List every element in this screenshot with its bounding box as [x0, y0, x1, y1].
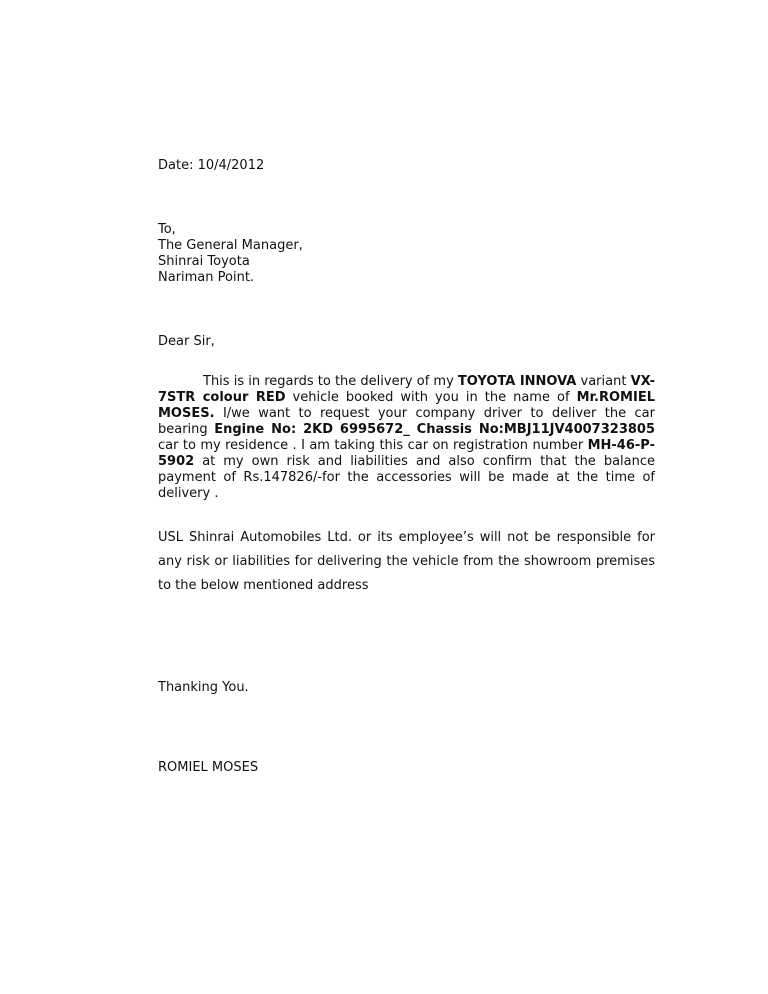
- registration-number: MH-46-P-5902: [158, 438, 655, 469]
- para-text: I/we want to request your company driver to deliver the car bearing: [158, 406, 655, 437]
- recipient-address: [158, 222, 655, 286]
- car-variant: VX- 7STR colour RED: [158, 374, 655, 405]
- closing: Thanking You.: [158, 680, 249, 695]
- address-line: The General Manager,: [158, 238, 303, 253]
- liability-paragraph: [158, 526, 655, 598]
- para-text: at my own risk and liabilities and also confirm that the balance payment of Rs.147826/-for the accessories will be made at the time of delivery .: [158, 454, 655, 501]
- engine-chassis-number: Engine No: 2KD 6995672_ Chassis No:MBJ11JV4007323805: [214, 422, 655, 437]
- para-text: This is in regards to the delivery of my: [203, 374, 458, 389]
- salutation: Dear Sir,: [158, 334, 215, 349]
- address-line: To,: [158, 222, 176, 237]
- car-model: TOYOTA INNOVA: [457, 374, 577, 389]
- letter-date: Date: 10/4/2012: [158, 158, 265, 173]
- liability-text: USL Shinrai Automobiles Ltd. or its employee’s will not be responsible for any risk or liabilities for delivering the vehicle from the showroom premises to the below mentioned address: [158, 530, 655, 593]
- para-text: vehicle booked with you in the name of: [285, 390, 577, 405]
- para-text: variant: [576, 374, 631, 389]
- signature-name: ROMIEL MOSES: [158, 760, 259, 775]
- request-paragraph: [158, 374, 655, 502]
- owner-name: Mr.ROMIEL MOSES.: [158, 390, 655, 421]
- address-line: Nariman Point.: [158, 270, 255, 285]
- address-line: Shinrai Toyota: [158, 254, 250, 269]
- para-text: car to my residence . I am taking this car on registration number: [158, 438, 588, 453]
